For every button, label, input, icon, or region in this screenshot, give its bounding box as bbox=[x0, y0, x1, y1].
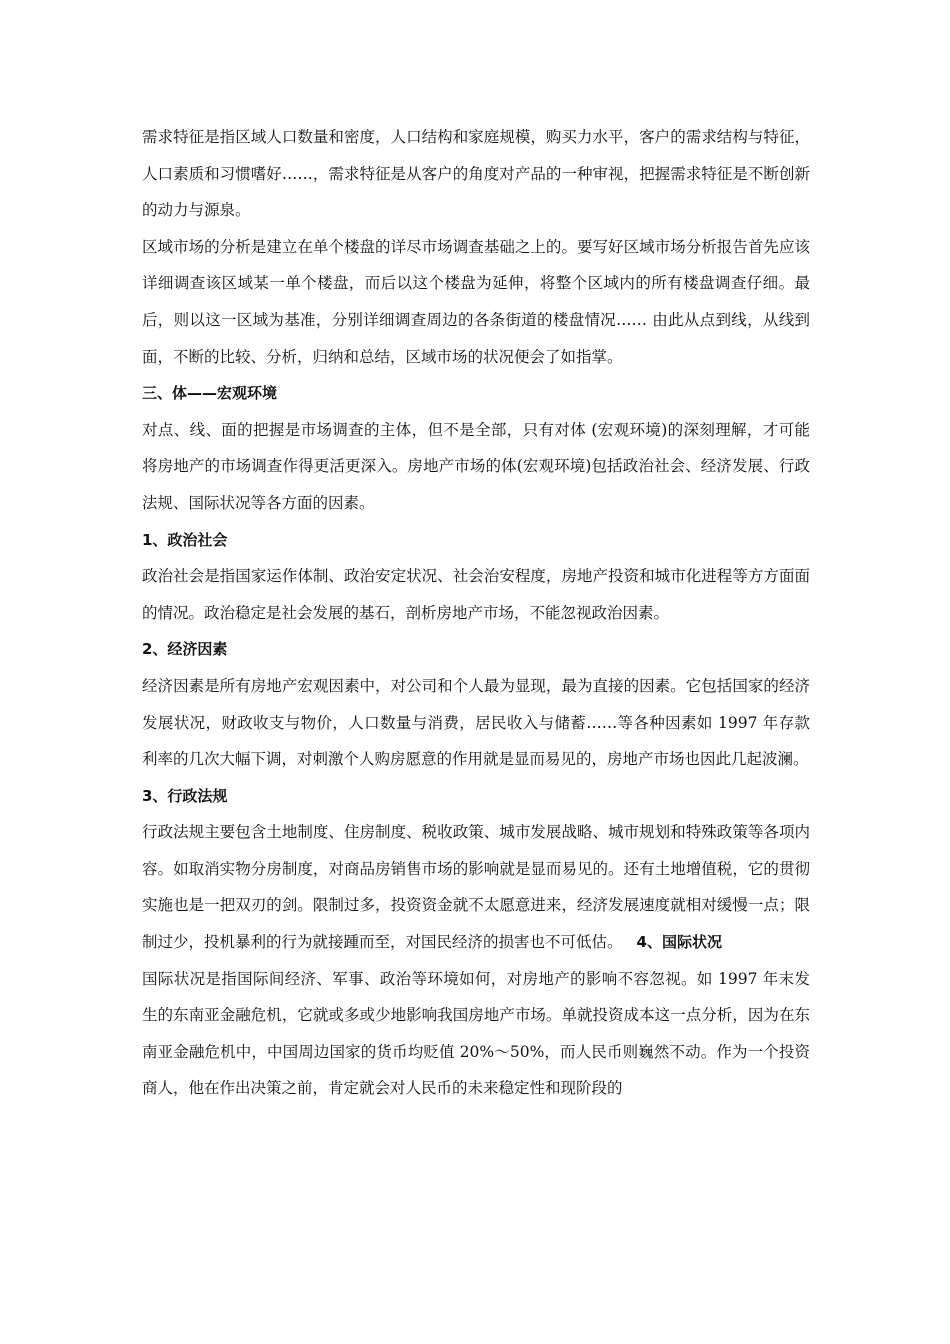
heading-political-society: 1、政治社会 bbox=[142, 530, 228, 549]
heading-economic-factors: 2、经济因素 bbox=[142, 640, 228, 659]
paragraph-political-society: 政治社会是指国家运作体制、政治安定状况、社会治安程度，房地产投资和城市化进程等方方面面的情况。政治稳定是社会发展的基石，剖析房地产市场，不能忽视政治因素。 bbox=[142, 567, 810, 622]
paragraph-regional-market: 区域市场的分析是建立在单个楼盘的详尽市场调查基础之上的。要写好区域市场分析报告首先应该详细调查该区域某一单个楼盘，而后以这个楼盘为延伸，将整个区域内的所有楼盘调查仔细。最后，则以这一区域为基准，分别详细调查周边的各条街道的楼盘情况…… 由此从点到线，从线到面，不断的比较、分析，归纳和总结，区域市场的状况便会了如指掌。 bbox=[142, 237, 810, 366]
heading-section-3: 三、体——宏观环境 bbox=[142, 384, 278, 403]
paragraph-economic-factors: 经济因素是所有房地产宏观因素中，对公司和个人最为显现，最为直接的因素。它包括国家的经济发展状况，财政收支与物价，人口数量与消费，居民收入与储蓄……等各种因素如 1997 年存款利率的几次大幅下调，对刺激个人购房愿意的作用就是显而易见的，房地产市场也因此几起波澜。 bbox=[142, 676, 810, 769]
paragraph-demand-features: 需求特征是指区域人口数量和密度，人口结构和家庭规模，购买力水平，客户的需求结构与特征，人口素质和习惯嗜好……，需求特征是从客户的角度对产品的一种审视，把握需求特征是不断创新的动力与源泉。 bbox=[142, 128, 810, 220]
paragraph-administrative-regulations bbox=[142, 814, 810, 960]
heading-administrative-regulations: 3、行政法规 bbox=[142, 786, 228, 805]
heading-international-situation: 4、国际状况 bbox=[636, 933, 722, 952]
regulation-text: 行政法规主要包含土地制度、住房制度、税收政策、城市发展战略、城市规划和特殊政策等各项内容。如取消实物分房制度，对商品房销售市场的影响就是显而易见的。还有土地增值税，它的贯彻实施也是一把双刃的剑。限制过多，投资资金就不太愿意进来，经济发展速度就相对缓慢一点；限制过少，投机暴利的行为就接踵而至，对国民经济的损害也不可低估。 bbox=[142, 823, 810, 952]
document-body bbox=[142, 119, 810, 1107]
paragraph-international-situation: 国际状况是指国际间经济、军事、政治等环境如何，对房地产的影响不容忽视。如 1997 年末发生的东南亚金融危机，它就或多或少地影响我国房地产市场。单就投资成本这一点分析，因为在东南亚金融危机中，中国周边国家的货币均贬值 20%～50%，而人民币则巍然不动。作为一个投资商人，他在作出决策之前，肯定就会对人民币的未来稳定性和现阶段的 bbox=[142, 969, 810, 1098]
paragraph-macro-intro: 对点、线、面的把握是市场调查的主体，但不是全部，只有对体 (宏观环境)的深刻理解，才可能将房地产的市场调查作得更活更深入。房地产市场的体(宏观环境)包括政治社会、经济发展、行政法规、国际状况等各方面的因素。 bbox=[142, 420, 810, 512]
